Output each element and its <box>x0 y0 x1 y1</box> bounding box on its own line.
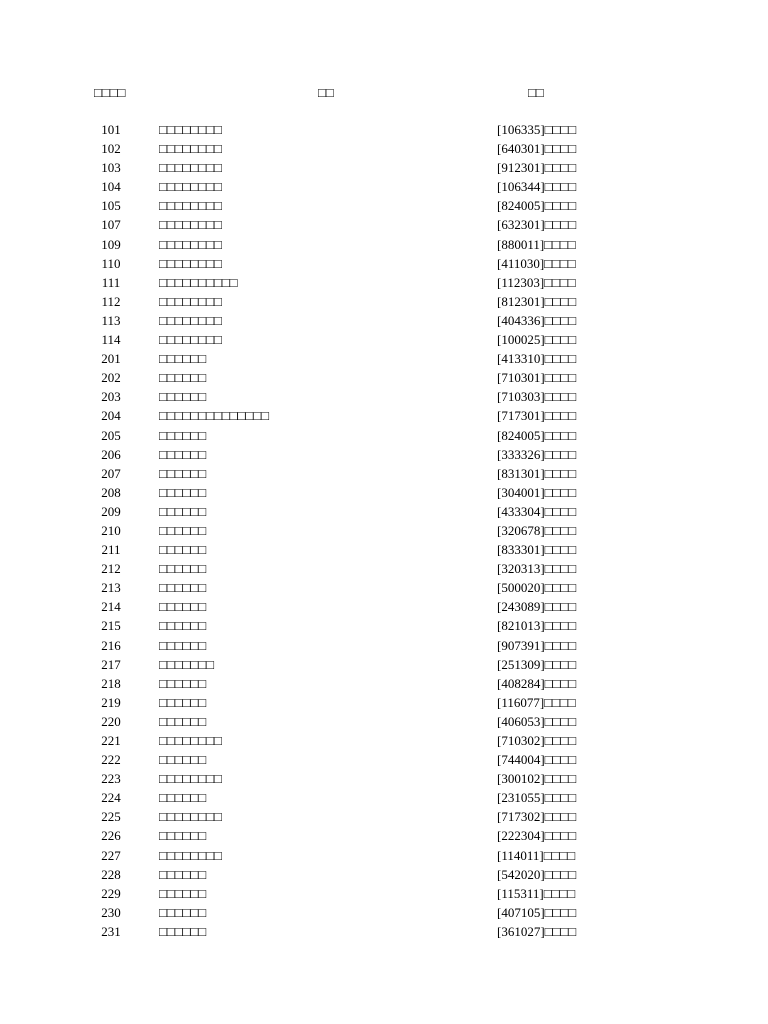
row-code: 113 <box>101 312 121 328</box>
row-name: □□□□□□ <box>159 713 207 729</box>
row-name: □□□□□□ <box>159 446 207 462</box>
row-address: [243089]□□□□ <box>497 599 577 615</box>
row-address: [304001]□□□□ <box>497 484 577 500</box>
row-address: [404336]□□□□ <box>497 312 577 328</box>
table-row <box>0 693 768 712</box>
table-row <box>0 597 768 616</box>
row-address: [106335]□□□□ <box>497 122 577 137</box>
table-row <box>0 502 768 521</box>
table-row <box>0 330 768 349</box>
row-address: [632301]□□□□ <box>497 217 577 233</box>
row-code: 107 <box>101 217 121 233</box>
row-address: [361027]□□□□ <box>497 923 577 939</box>
table-row <box>0 865 768 884</box>
row-name: □□□□□□ <box>159 561 207 577</box>
row-code: 110 <box>101 255 121 271</box>
row-address: [408284]□□□□ <box>497 675 577 691</box>
row-code: 208 <box>101 484 121 500</box>
row-address: [333326]□□□□ <box>497 446 577 462</box>
table-row <box>0 712 768 731</box>
row-name: □□□□□□□□ <box>159 771 222 787</box>
row-code: 227 <box>101 847 121 863</box>
table-row <box>0 903 768 922</box>
row-code: 212 <box>101 561 121 577</box>
row-name: □□□□□□□□ <box>159 179 222 195</box>
row-address: [407105]□□□□ <box>497 904 577 920</box>
row-address: [640301]□□□□ <box>497 141 577 157</box>
table-row <box>0 158 768 177</box>
row-address: [710301]□□□□ <box>497 370 577 386</box>
row-code: 230 <box>101 904 121 920</box>
row-code: 202 <box>101 370 121 386</box>
row-address: [831301]□□□□ <box>497 465 577 481</box>
row-name: □□□□□□ <box>159 752 207 768</box>
row-address: [744004]□□□□ <box>497 752 577 768</box>
row-address: [231055]□□□□ <box>497 790 577 806</box>
row-name: □□□□□□ <box>159 637 207 653</box>
row-name: □□□□□□ <box>159 618 207 634</box>
row-name: □□□□□□ <box>159 522 207 538</box>
row-address: [411030]□□□□ <box>497 255 576 271</box>
row-address: [116077]□□□□ <box>497 694 576 710</box>
row-code: 209 <box>101 503 121 519</box>
row-code: 104 <box>101 179 121 195</box>
row-address: [717301]□□□□ <box>497 408 577 424</box>
row-address: [912301]□□□□ <box>497 160 577 176</box>
column-header-name: □□ <box>318 85 334 100</box>
table-row <box>0 483 768 502</box>
row-code: 210 <box>101 522 121 538</box>
row-name: □□□□□□ <box>159 542 207 558</box>
row-code: 218 <box>101 675 121 691</box>
row-name: □□□□□□ <box>159 694 207 710</box>
row-name: □□□□□□□□ <box>159 141 222 157</box>
table-row <box>0 445 768 464</box>
row-code: 213 <box>101 580 121 596</box>
row-address: [406053]□□□□ <box>497 713 577 729</box>
row-name: □□□□□□ <box>159 503 207 519</box>
table-row <box>0 406 768 425</box>
row-code: 207 <box>101 465 121 481</box>
table-row <box>0 464 768 483</box>
table-row <box>0 196 768 215</box>
row-code: 220 <box>101 713 121 729</box>
table-row <box>0 884 768 903</box>
row-name: □□□□□□ <box>159 675 207 691</box>
row-address: [320678]□□□□ <box>497 522 577 538</box>
row-code: 105 <box>101 198 121 214</box>
row-code: 224 <box>101 790 121 806</box>
row-address: [812301]□□□□ <box>497 293 577 309</box>
row-address: [880011]□□□□ <box>497 236 576 252</box>
table-row <box>0 788 768 807</box>
table-row <box>0 387 768 406</box>
row-name: □□□□□□□□ <box>159 809 222 825</box>
column-header-code: □□□□ <box>94 85 126 100</box>
table-row <box>0 769 768 788</box>
row-address: [710302]□□□□ <box>497 733 577 748</box>
table-row <box>0 215 768 234</box>
table-row <box>0 426 768 445</box>
table-row <box>0 655 768 674</box>
row-code: 111 <box>101 274 121 290</box>
table-row <box>0 368 768 387</box>
row-code: 201 <box>101 351 121 367</box>
row-code: 217 <box>101 656 121 672</box>
row-name: □□□□□□ <box>159 904 207 920</box>
row-name: □□□□□□ <box>159 351 207 367</box>
row-code: 215 <box>101 618 121 634</box>
row-address: [320313]□□□□ <box>497 561 577 577</box>
table-row <box>0 139 768 158</box>
row-address: [833301]□□□□ <box>497 542 577 558</box>
row-name: □□□□□□□□ <box>159 160 222 176</box>
row-address: [100025]□□□□ <box>497 332 577 348</box>
table-row <box>0 826 768 845</box>
row-code: 228 <box>101 866 121 882</box>
row-address: [542020]□□□□ <box>497 866 577 882</box>
row-address: [717302]□□□□ <box>497 809 577 825</box>
row-name: □□□□□□□□ <box>159 198 222 214</box>
table-row <box>0 120 768 139</box>
table-row <box>0 846 768 865</box>
row-address: [907391]□□□□ <box>497 637 577 653</box>
row-name: □□□□□□ <box>159 465 207 481</box>
table-row <box>0 311 768 330</box>
row-name: □□□□□□ <box>159 389 207 405</box>
row-address: [710303]□□□□ <box>497 389 577 405</box>
row-code: 222 <box>101 752 121 768</box>
row-code: 109 <box>101 236 121 252</box>
table-body <box>0 120 768 941</box>
row-name: □□□□□□□□ <box>159 847 222 863</box>
row-name: □□□□□□ <box>159 885 207 901</box>
row-name: □□□□□□ <box>159 790 207 806</box>
row-name: □□□□□□□□ <box>159 122 222 137</box>
row-code: 114 <box>101 332 121 348</box>
table-row <box>0 922 768 941</box>
row-code: 102 <box>101 141 121 157</box>
row-name: □□□□□□□□ <box>159 312 222 328</box>
row-name: □□□□□□ <box>159 580 207 596</box>
row-name: □□□□□□ <box>159 484 207 500</box>
row-address: [821013]□□□□ <box>497 618 577 634</box>
row-address: [251309]□□□□ <box>497 656 577 672</box>
row-address: [222304]□□□□ <box>497 828 577 844</box>
row-address: [115311]□□□□ <box>497 885 576 901</box>
row-name: □□□□□□□□□□□□□□ <box>159 408 269 424</box>
row-address: [300102]□□□□ <box>497 771 577 787</box>
row-name: □□□□□□ <box>159 828 207 844</box>
row-address: [106344]□□□□ <box>497 179 577 195</box>
row-code: 206 <box>101 446 121 462</box>
row-name: □□□□□□ <box>159 427 207 443</box>
column-header-address: □□ <box>528 85 544 100</box>
row-code: 216 <box>101 637 121 653</box>
table-row <box>0 521 768 540</box>
row-code: 103 <box>101 160 121 176</box>
row-code: 211 <box>101 542 121 558</box>
row-address: [112303]□□□□ <box>497 274 576 290</box>
row-name: □□□□□□□□ <box>159 293 222 309</box>
row-address: [413310]□□□□ <box>497 351 577 367</box>
row-code: 221 <box>101 733 121 748</box>
table-row <box>0 674 768 693</box>
row-code: 223 <box>101 771 121 787</box>
row-name: □□□□□□ <box>159 923 207 939</box>
row-address: [433304]□□□□ <box>497 503 577 519</box>
table-row <box>0 177 768 196</box>
table-row <box>0 235 768 254</box>
table-row <box>0 636 768 655</box>
row-name: □□□□□□□□ <box>159 255 222 271</box>
table-row <box>0 540 768 559</box>
row-name: □□□□□□□□ <box>159 217 222 233</box>
table-row <box>0 349 768 368</box>
row-name: □□□□□□□□ <box>159 733 222 748</box>
row-address: [824005]□□□□ <box>497 198 577 214</box>
row-code: 229 <box>101 885 121 901</box>
table-row <box>0 254 768 273</box>
row-code: 101 <box>101 122 121 137</box>
row-code: 226 <box>101 828 121 844</box>
row-name: □□□□□□□□□□ <box>159 274 238 290</box>
table-row <box>0 731 768 750</box>
row-name: □□□□□□ <box>159 370 207 386</box>
row-code: 219 <box>101 694 121 710</box>
row-code: 214 <box>101 599 121 615</box>
table-row <box>0 273 768 292</box>
table-row <box>0 750 768 769</box>
table-row <box>0 807 768 826</box>
row-name: □□□□□□ <box>159 866 207 882</box>
row-address: [114011]□□□□ <box>497 847 576 863</box>
row-code: 205 <box>101 427 121 443</box>
row-code: 225 <box>101 809 121 825</box>
row-code: 203 <box>101 389 121 405</box>
table-row <box>0 578 768 597</box>
table-row <box>0 559 768 578</box>
row-name: □□□□□□□□ <box>159 236 222 252</box>
row-code: 204 <box>101 408 121 424</box>
row-code: 112 <box>101 293 121 309</box>
table-row <box>0 292 768 311</box>
row-code: 231 <box>101 923 121 939</box>
row-name: □□□□□□ <box>159 599 207 615</box>
row-address: [824005]□□□□ <box>497 427 577 443</box>
table-row <box>0 616 768 635</box>
row-name: □□□□□□□ <box>159 656 214 672</box>
row-address: [500020]□□□□ <box>497 580 577 596</box>
row-name: □□□□□□□□ <box>159 332 222 348</box>
